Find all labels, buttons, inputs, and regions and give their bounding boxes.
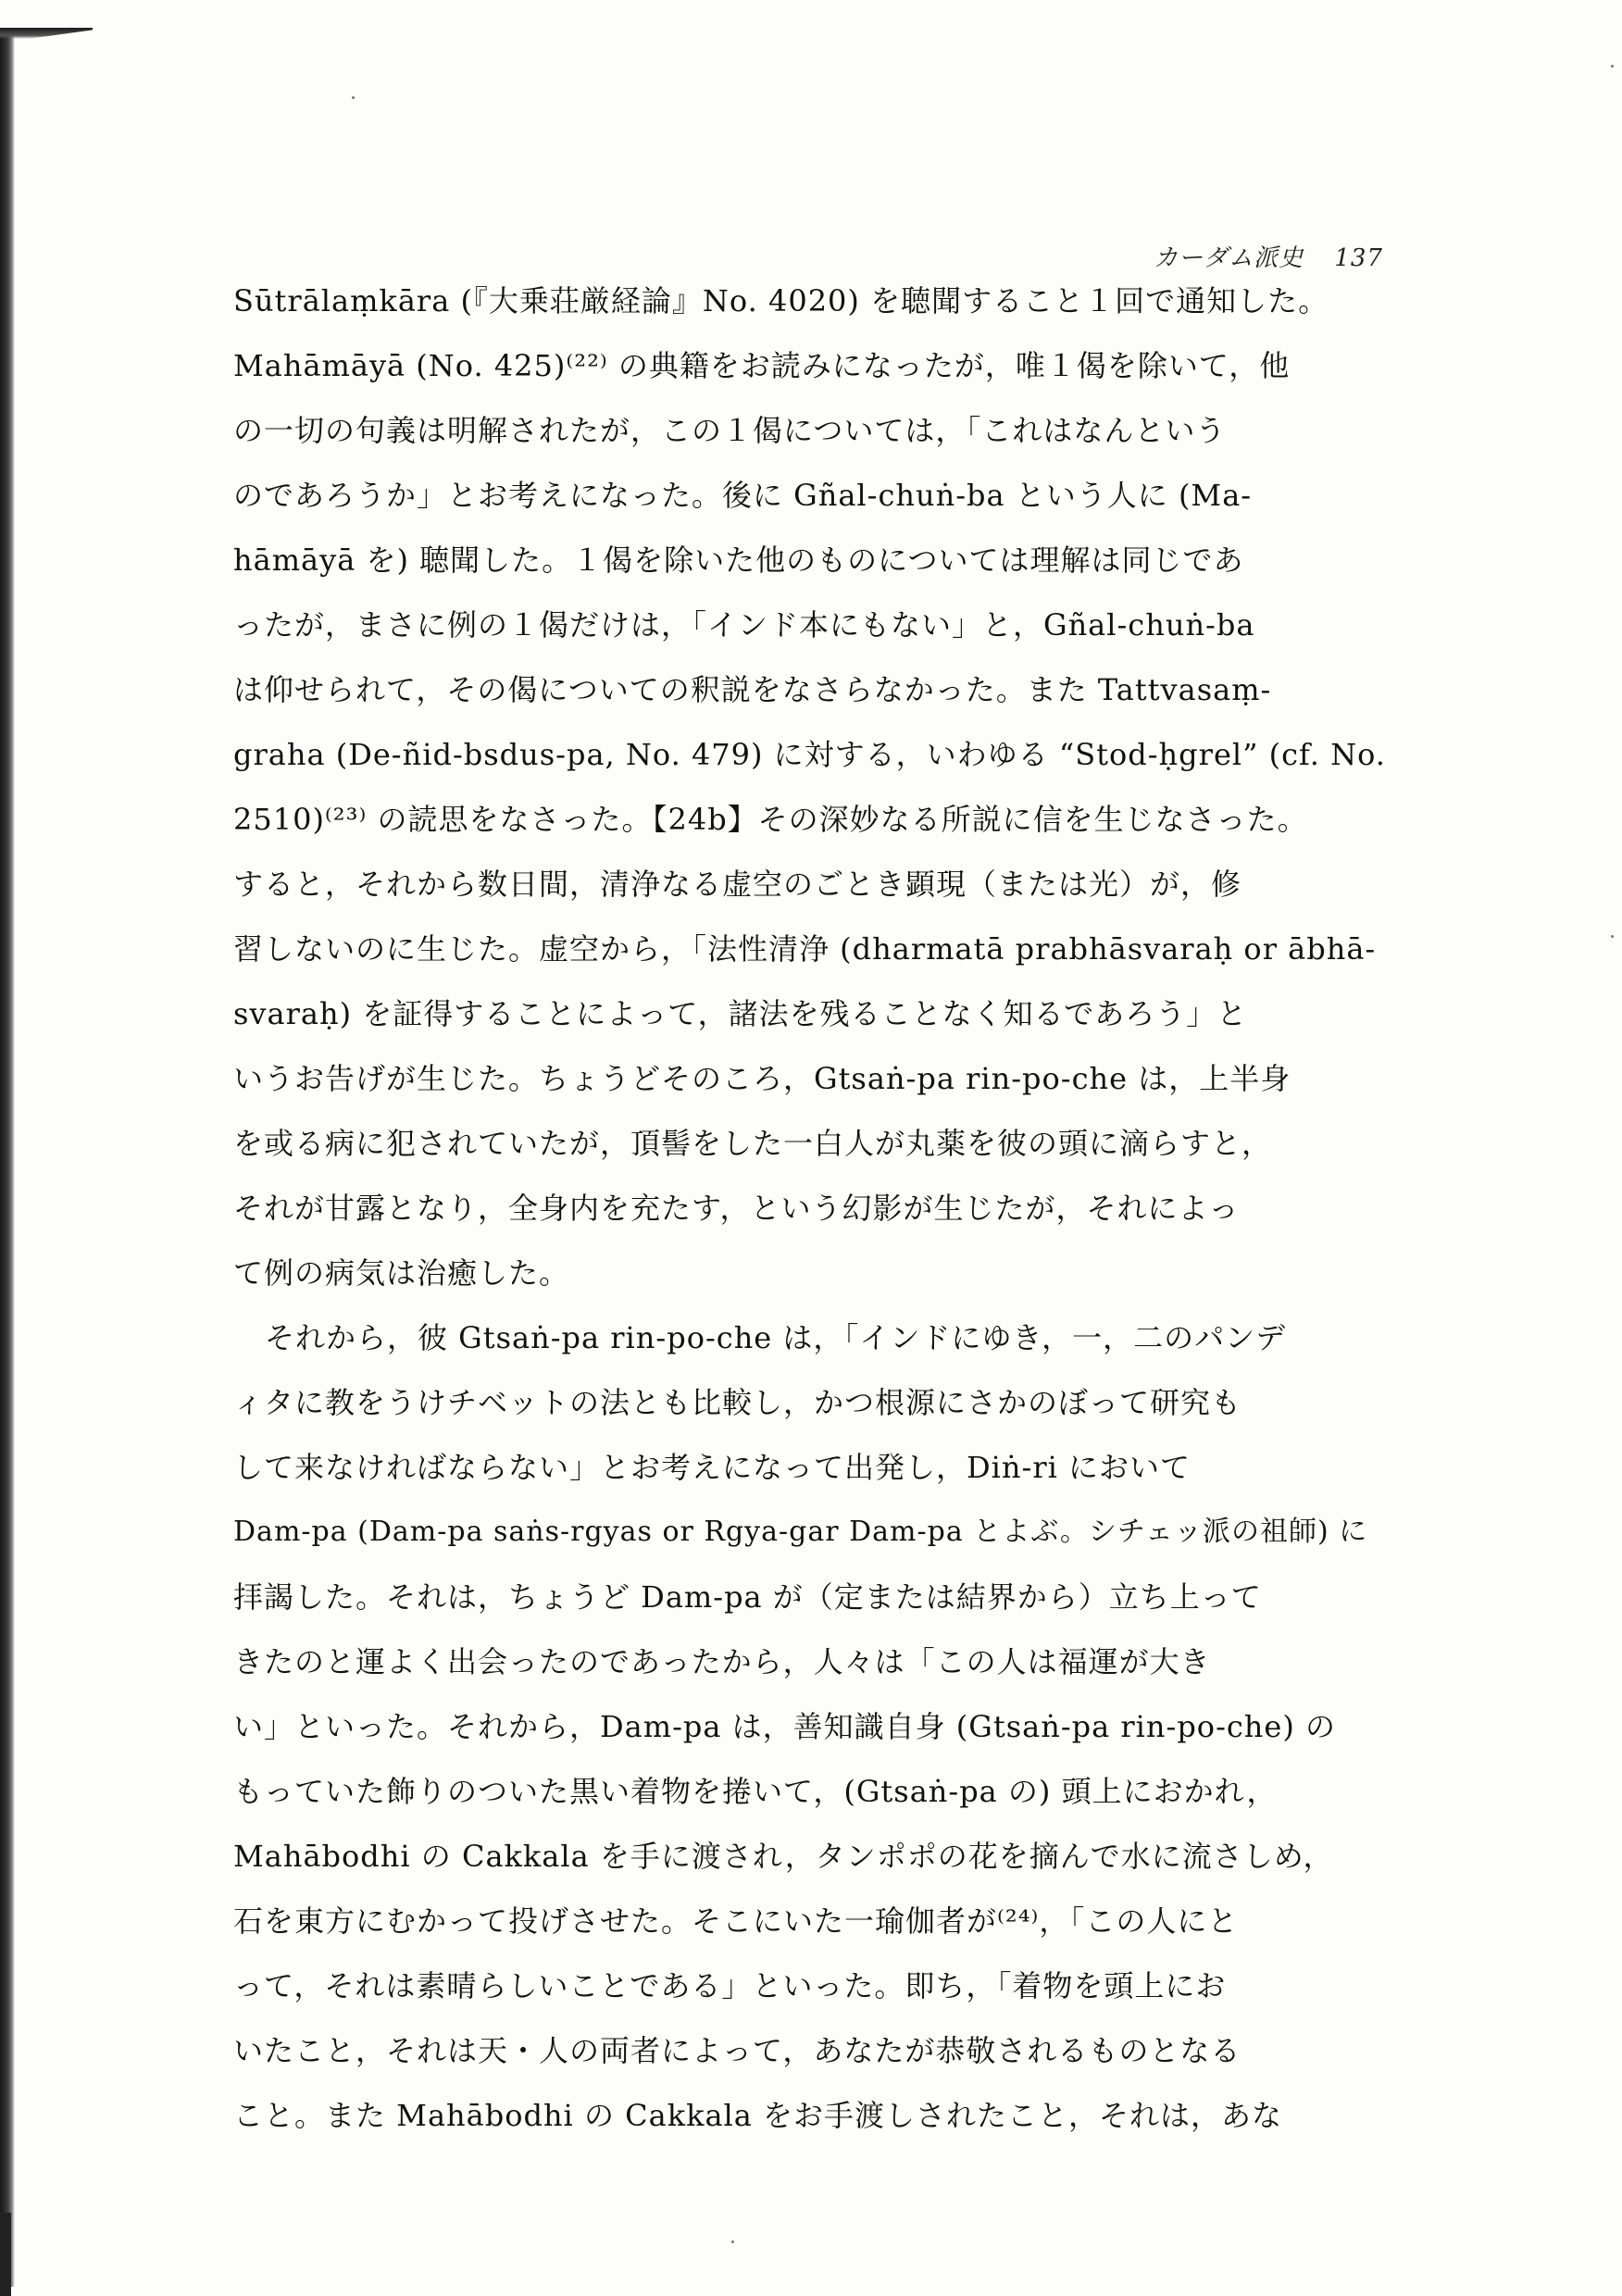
scan-speck xyxy=(1611,935,1614,938)
body-text xyxy=(233,268,1400,2148)
text-line: して来なければならない」とお考えになって出発し，Diṅ-ri において xyxy=(233,1450,1192,1485)
text-line: svaraḥ) を証得することによって，諸法を残ることなく知るであろう」と xyxy=(233,996,1248,1031)
binding-shadow xyxy=(0,28,15,2287)
text-line: Sūtrālaṃkāra (『大乗荘厳経論』No. 4020) を聴聞すること１回で通知した。 xyxy=(233,283,1329,318)
text-line: 石を東方にむかって投げさせた。そこにいた一瑜伽者が⁽²⁴⁾，「この人にと xyxy=(233,1903,1239,1939)
binding-shadow-top xyxy=(0,28,93,39)
text-line: のであろうか」とお考えになった。後に Gñal-chuṅ-ba という人に (Ma- xyxy=(233,478,1253,513)
text-line: て例の病気は治癒した。 xyxy=(233,1255,570,1291)
text-line: 習しないのに生じた。虚空から，「法性清浄 (dharmatā prabhāsvaraḥ or ābhā- xyxy=(233,931,1377,967)
text-line: もっていた飾りのついた黒い着物を捲いて，(Gtsaṅ-pa の) 頭上におかれ， xyxy=(233,1774,1278,1809)
scan-speck xyxy=(1611,65,1614,68)
paragraph-start-line: それから，彼 Gtsaṅ-pa rin-po-che は，「インドにゆき，一，二のパンデ xyxy=(265,1320,1287,1355)
text-line: それが甘露となり，全身内を充たす，という幻影が生じたが，それによっ xyxy=(233,1191,1240,1226)
scan-speck xyxy=(352,96,355,99)
text-line: hāmāyā を) 聴聞した。１偈を除いた他のものについては理解は同じであ xyxy=(233,543,1244,578)
text-line: いうお告げが生じた。ちょうどそのころ，Gtsaṅ-pa rin-po-che は，上半身 xyxy=(233,1061,1291,1096)
text-line: Mahābodhi の Cakkala を手に渡され，タンポポの花を摘んで水に流さしめ， xyxy=(233,1839,1334,1874)
text-line: は仰せられて，その偈についての釈説をなさらなかった。また Tattvasaṃ- xyxy=(233,672,1272,707)
text-line: って，それは素晴らしいことである」といった。即ち，「着物を頭上にお xyxy=(233,1968,1227,2003)
text-line: の一切の句義は明解されたが，この１偈については，「これはなんという xyxy=(233,413,1227,448)
text-line: こと。また Mahābodhi の Cakkala をお手渡しされたこと，それは，あな xyxy=(233,2098,1283,2133)
running-title: カーダム派史 xyxy=(1154,244,1304,272)
text-line: Mahāmāyā (No. 425)⁽²²⁾ の典籍をお読みになったが，唯１偈を除いて，他 xyxy=(233,348,1291,383)
text-line: 2510)⁽²³⁾ の読思をなさった。【24b】その深妙なる所説に信を生じなさった。 xyxy=(233,802,1308,837)
scan-speck xyxy=(731,2240,734,2243)
text-line: 拝謁した。それは，ちょうど Dam-pa が（定または結界から）立ち上って xyxy=(233,1579,1262,1615)
text-line: を或る病に犯されていたが，頂髻をした一白人が丸薬を彼の頭に滴らすと， xyxy=(233,1126,1273,1161)
text-line: graha (De-ñid-bsdus-pa, No. 479) に対する，いわゆる “Stod-ḥgrel” (cf. No. xyxy=(233,737,1386,772)
text-line: いたこと，それは天・人の両者によって，あなたが恭敬されるものとなる xyxy=(233,2033,1241,2068)
text-line: Dam-pa (Dam-pa saṅs-rgyas or Rgya-gar Dam-pa とよぶ。シチェッ派の祖師) に xyxy=(233,1516,1368,1548)
page-number: 137 xyxy=(1334,244,1383,272)
text-line: ったが，まさに例の１偈だけは，「インド本にもない」と，Gñal-chuṅ-ba xyxy=(233,607,1255,643)
binding-shadow-bottom xyxy=(0,2213,11,2296)
text-line: ィタに教をうけチベットの法とも比較し，かつ根源にさかのぼって研究も xyxy=(233,1385,1242,1420)
text-line: きたのと運よく出会ったのであったから，人々は「この人は福運が大き xyxy=(233,1644,1211,1679)
text-line: い」といった。それから，Dam-pa は，善知識自身 (Gtsaṅ-pa rin-po-che) の xyxy=(233,1709,1337,1744)
text-line: すると，それから数日間，清浄なる虚空のごとき顕現（または光）が，修 xyxy=(233,867,1242,902)
